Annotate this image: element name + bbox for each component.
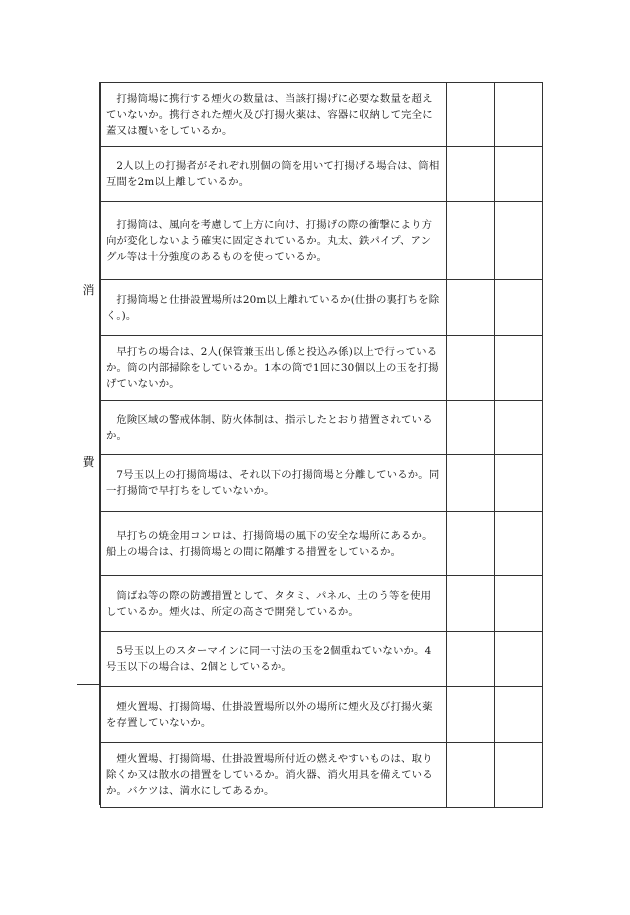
check-cell-2[interactable] (495, 83, 543, 147)
item-text: 筒ばね等の際の防護措置として、タタミ、パネル、土のう等を使用しているか。煙火は、所定の高さで開発しているか。 (101, 576, 447, 632)
check-cell-1[interactable] (447, 202, 495, 280)
check-cell-2[interactable] (495, 280, 543, 336)
table-row (101, 743, 543, 808)
check-cell-1[interactable] (447, 576, 495, 632)
item-text: 煙火置場、打揚筒場、仕掛設置場所以外の場所に煙火及び打揚火薬を存置していないか。 (101, 687, 447, 743)
check-cell-2[interactable] (495, 336, 543, 401)
item-text: 煙火置場、打揚筒場、仕掛設置場所付近の燃えやすいものは、取り除くか又は散水の措置をしているか。消火器、消火用具を備えているか。バケツは、満水にしてあるか。 (101, 743, 447, 808)
table-row (101, 512, 543, 576)
check-cell-1[interactable] (447, 336, 495, 401)
item-text: 打揚筒場と仕掛設置場所は20m以上離れているか(仕掛の裏打ちを除く。)。 (101, 280, 447, 336)
table-row (101, 632, 543, 687)
check-cell-1[interactable] (447, 455, 495, 512)
table-row (101, 280, 543, 336)
check-cell-1[interactable] (447, 743, 495, 808)
category-char-2: 費 (82, 455, 95, 469)
checklist-table (100, 82, 543, 808)
check-cell-2[interactable] (495, 687, 543, 743)
check-cell-2[interactable] (495, 455, 543, 512)
table-row (101, 336, 543, 401)
item-text: 2人以上の打揚者がそれぞれ別個の筒を用いて打揚げる場合は、筒相互間を2m以上離しているか。 (101, 147, 447, 202)
item-text: 危険区域の警戒体制、防火体制は、指示したとおり措置されているか。 (101, 401, 447, 455)
check-cell-1[interactable] (447, 512, 495, 576)
category-column-storage (77, 684, 100, 805)
check-cell-1[interactable] (447, 687, 495, 743)
check-cell-1[interactable] (447, 632, 495, 687)
table-row (101, 455, 543, 512)
table-row (101, 576, 543, 632)
check-cell-1[interactable] (447, 147, 495, 202)
table-row (101, 401, 543, 455)
check-cell-2[interactable] (495, 632, 543, 687)
check-cell-2[interactable] (495, 401, 543, 455)
table-row (101, 202, 543, 280)
item-text: 早打ちの焼金用コンロは、打揚筒場の風下の安全な場所にあるか。船上の場合は、打揚筒場との間に隔離する措置をしているか。 (101, 512, 447, 576)
category-char-1: 消 (82, 283, 95, 297)
item-text: 早打ちの場合は、2人(保管兼玉出し係と投込み係)以上で行っているか。筒の内部掃除をしているか。1本の筒で1回に30個以上の玉を打揚げていないか。 (101, 336, 447, 401)
item-text: 7号玉以上の打揚筒場は、それ以下の打揚筒場と分離しているか。同一打揚筒で早打ちをしていないか。 (101, 455, 447, 512)
item-text: 打揚筒場に携行する煙火の数量は、当該打揚げに必要な数量を超えていないか。携行された煙火及び打揚火薬は、容器に収納して完全に蓋又は覆いをしているか。 (101, 83, 447, 147)
category-column-consumption (77, 82, 100, 684)
table-row (101, 147, 543, 202)
check-cell-2[interactable] (495, 512, 543, 576)
check-cell-2[interactable] (495, 743, 543, 808)
item-text: 打揚筒は、風向を考慮して上方に向け、打揚げの際の衝撃により方向が変化しないよう確実に固定されているか。丸太、鉄パイプ、アングル等は十分強度のあるものを使っているか。 (101, 202, 447, 280)
check-cell-2[interactable] (495, 202, 543, 280)
check-cell-1[interactable] (447, 401, 495, 455)
check-cell-2[interactable] (495, 576, 543, 632)
check-cell-1[interactable] (447, 83, 495, 147)
table-row (101, 687, 543, 743)
table-row (101, 83, 543, 147)
check-cell-2[interactable] (495, 147, 543, 202)
check-cell-1[interactable] (447, 280, 495, 336)
item-text: 5号玉以上のスターマインに同一寸法の玉を2個重ねていないか。4号玉以下の場合は、2個としているか。 (101, 632, 447, 687)
